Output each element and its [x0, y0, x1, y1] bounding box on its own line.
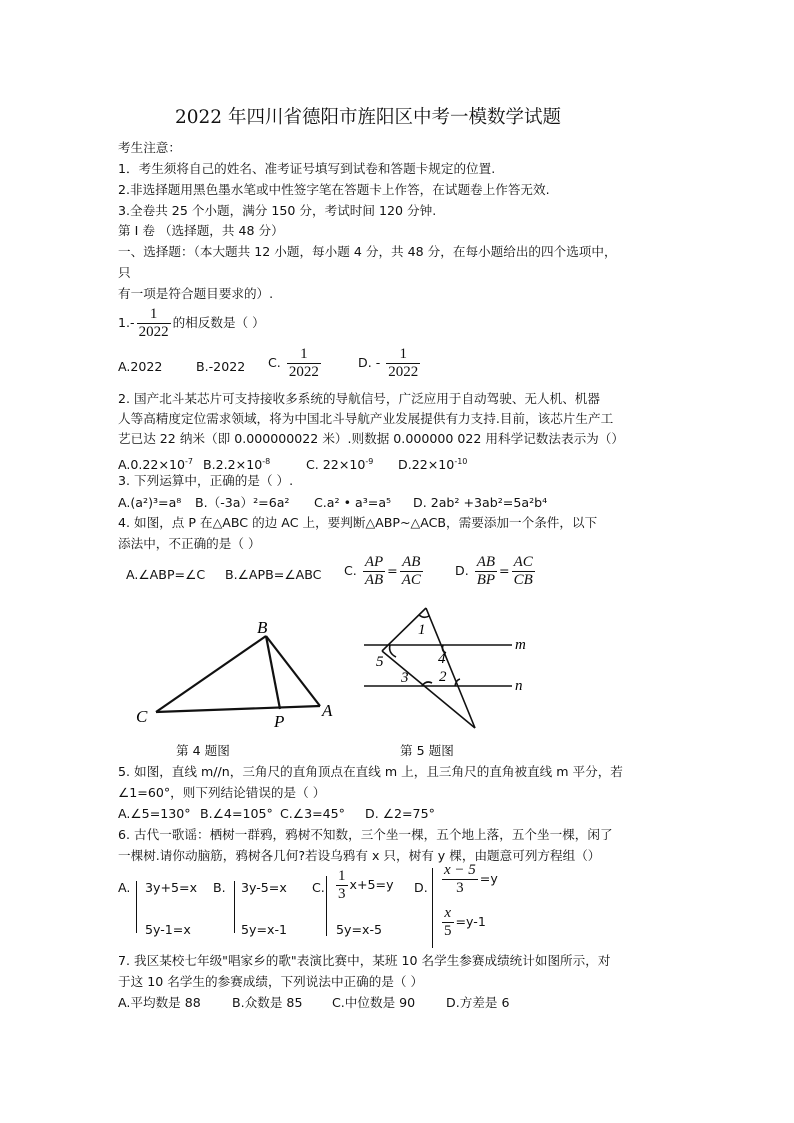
fig5-label-3: 3 — [401, 670, 409, 686]
q3-option-c: C.a² • a³=a⁵ — [314, 495, 392, 510]
q5-option-b: B.∠4=105° — [200, 806, 273, 821]
fig5-angle-arc-1 — [419, 615, 429, 617]
section-heading-line2: 有一项是符合题目要求的）. — [118, 286, 274, 301]
q5-line1: 5. 如图，直线 m//n，三角尺的直角顶点在直线 m 上，且三角尺的直角被直线 m 平分，若 — [118, 764, 623, 779]
q6-option-d-brace — [432, 868, 433, 948]
q4-line1: 4. 如图，点 P 在△ABC 的边 AC 上，要判断△ABP~△ACB，需要添加一个条件，以下 — [118, 515, 598, 530]
exam-title: 2022 年四川省德阳市旌阳区中考一模数学试题 — [175, 107, 561, 128]
notice-3: 3.全卷共 25 个小题，满分 150 分，考试时间 120 分钟. — [118, 203, 437, 218]
q6-option-c-eq1: $\frac{1}{3}$ x+5=y — [338, 868, 394, 902]
fig5-label-n: n — [515, 678, 523, 694]
q6-option-b-eq2: 5y=x-1 — [241, 922, 288, 937]
q4-option-a: A.∠ABP=∠C — [126, 567, 206, 582]
fig4-segment-bp — [266, 636, 280, 709]
q2-option-d: $D.22\times 10^{-10}$ — [398, 457, 468, 472]
q1-option-b: B.-2022 — [196, 359, 246, 374]
q5-option-d: D. ∠2=75° — [365, 806, 435, 821]
q4-option-c: C. $\frac{AP}{AB}$ = $\frac{AB}{AC}$ — [344, 554, 421, 588]
q2-line1: 2. 国产北斗某芯片可支持接收多系统的导航信号，广泛应用于自动驾驶、无人机、机器 — [118, 391, 600, 406]
fig4-label-b: B — [257, 618, 268, 637]
q3-option-b: B.（-3a）²=6a² — [195, 495, 290, 510]
q6-option-c-brace — [326, 876, 327, 936]
fig5-hypotenuse — [382, 651, 475, 728]
q1-stem: 1.- $\frac{1}{2022}$ 的相反数是（ ） — [118, 306, 265, 340]
figure-4-caption: 第 4 题图 — [176, 743, 230, 758]
volume-heading: 第 I 卷 （选择题，共 48 分） — [118, 223, 284, 238]
fig4-side-ba — [266, 636, 320, 706]
notice-2: 2.非选择题用黑色墨水笔或中性签字笔在答题卡上作答，在试题卷上作答无效. — [118, 182, 550, 197]
q3-option-d: D. 2ab² +3ab²=5a²b⁴ — [413, 495, 548, 510]
q6-line1: 6. 古代一歌谣：栖树一群鸦，鸦树不知数，三个坐一棵，五个地上落，五个坐一棵，闲了 — [118, 827, 613, 842]
q7-option-b: B.众数是 85 — [232, 995, 303, 1010]
q2-line2: 人等高精度定位需求领域，将为中国北斗导航产业发展提供有力支持.目前，该芯片生产工 — [118, 411, 614, 426]
notice-heading: 考生注意： — [118, 140, 181, 155]
fig5-label-5: 5 — [376, 654, 384, 670]
fig4-label-c: C — [136, 707, 148, 726]
fig4-label-a: A — [322, 701, 333, 720]
section-heading-line1: 一、选择题：（本大题共 12 小题，每小题 4 分，共 48 分，在每小题给出的四个选项中， — [118, 244, 617, 259]
q1-fraction: $\frac{1}{2022}$ — [138, 306, 169, 340]
q6-option-b-eq1: 3y-5=x — [241, 880, 287, 895]
q6-option-b-brace — [234, 881, 235, 933]
q6-option-a-eq2: 5y-1=x — [145, 922, 191, 937]
q6-option-b-label: B. — [213, 880, 226, 895]
q6-option-a-label: A. — [118, 880, 131, 895]
q7-option-d: D.方差是 6 — [446, 995, 510, 1010]
q6-option-c-label: C. — [312, 880, 325, 895]
q2-option-b: $B.2.2\times 10^{-8}$ — [203, 457, 271, 472]
q1-option-a: A.2022 — [118, 359, 163, 374]
q2-option-c: C. $22\times 10^{-9}$ — [306, 457, 374, 472]
fig5-label-4: 4 — [438, 651, 446, 667]
q2-option-a: $A.0.22\times 10^{-7}$ — [118, 457, 193, 472]
fig4-side-ca — [156, 706, 320, 712]
q3-stem: 3. 下列运算中，正确的是（ ）. — [118, 473, 294, 488]
q6-option-a-eq1: 3y+5=x — [145, 880, 198, 895]
q7-option-c: C.中位数是 90 — [332, 995, 416, 1010]
q6-option-d-eq2: $\frac{x}{5}$ =y-1 — [444, 905, 486, 939]
fig5-label-2: 2 — [439, 669, 447, 685]
q6-option-c-eq2: 5y=x-5 — [336, 922, 383, 937]
q4-option-b: B.∠APB=∠ABC — [225, 567, 322, 582]
figure-4-triangle — [130, 615, 350, 730]
q5-option-c: C.∠3=45° — [280, 806, 345, 821]
q5-option-a: A.∠5=130° — [118, 806, 191, 821]
figure-5-parallel-lines — [360, 605, 540, 735]
q6-line2: 一棵树.请你动脑筋，鸦树各几何?若设乌鸦有 x 只，树有 y 棵，由题意可列方程组（） — [118, 848, 601, 863]
fig4-label-p: P — [274, 712, 285, 730]
q5-line2: ∠1=60°，则下列结论错误的是（ ） — [118, 785, 326, 800]
notice-1: 1．考生须将自己的姓名、准考证号填写到试卷和答题卡规定的位置. — [118, 161, 496, 176]
fig5-label-1: 1 — [418, 622, 426, 638]
q4-option-d: D. $\frac{AB}{BP}$ = $\frac{AC}{CB}$ — [455, 554, 533, 588]
fig5-angle-arc-5 — [390, 645, 396, 657]
q6-option-d-eq1: $\frac{x - 5}{3}$ =y — [444, 862, 498, 896]
q7-line2: 于这 10 名学生的参赛成绩，下列说法中正确的是（ ） — [118, 974, 424, 989]
fig5-label-m: m — [515, 637, 526, 653]
q1-option-d: D. - $\frac{1}{2022}$ — [358, 346, 419, 380]
q7-line1: 7. 我区某校七年级"唱家乡的歌"表演比赛中，某班 10 名学生参赛成绩统计如图所示，对 — [118, 953, 611, 968]
q7-option-a: A.平均数是 88 — [118, 995, 201, 1010]
figure-5-caption: 第 5 题图 — [400, 743, 454, 758]
fig5-leg-right — [426, 608, 475, 728]
q6-option-d-label: D. — [414, 880, 428, 895]
fig4-side-cb — [156, 636, 266, 712]
q2-line3: 艺已达 22 纳米（即 0.000000022 米）.则数据 0.000000 022 用科学记数法表示为（） — [118, 431, 624, 446]
q3-option-a: A.(a²)³=a⁸ — [118, 495, 182, 510]
q4-line2: 添法中，不正确的是（ ） — [118, 536, 261, 551]
q1-option-c: C. $\frac{1}{2022}$ — [268, 346, 319, 380]
q6-option-a-brace — [136, 881, 137, 933]
section-heading-line1b: 只 — [118, 265, 131, 280]
